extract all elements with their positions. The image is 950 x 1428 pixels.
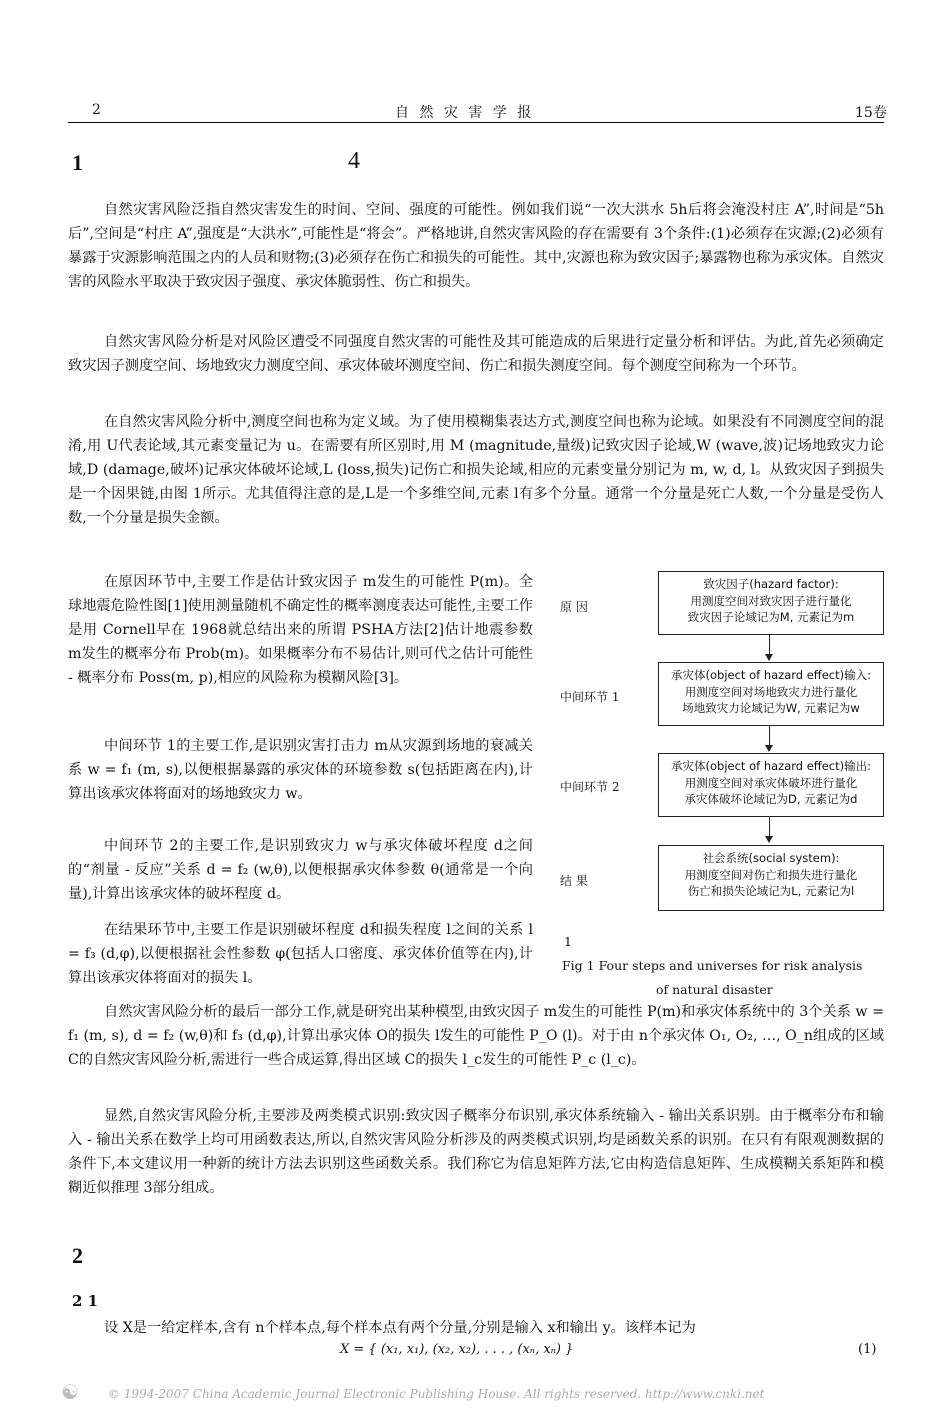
stage-label-mid1: 中间环节 1 (560, 690, 620, 704)
section1-heading: 4 (348, 148, 360, 174)
paragraph: 在自然灾害风险分析中,测度空间也称为定义域。为了使用模糊集表达方式,测度空间也称为论域。如果没有不同测度空间的混淆,用 U代表论域,其元素变量记为 u。在需要有所区别时,用 M (magnitude,量级)记致灾因子论域,W (wave,波)记场地致灾力论域,D (damage,破坏)记承灾体破坏论域,L (loss,损失)记伤亡和损失论域,相应的元素变量分别记为 m, w, d, l。从致灾因子到损失是一个因果链,由图 1所示。尤其值得注意的是,L是一个多维空间,元素 l有多个分量。通常一个分量是死亡人数,一个分量是受伤人数,一个分量是损失金额。 (68, 414, 884, 526)
flow-arrow (769, 725, 770, 751)
figure-number: 1 (564, 934, 572, 949)
paragraph: 自然灾害风险分析是对风险区遭受不同强度自然灾害的可能性及其可能造成的后果进行定量分析和评估。为此,首先必须确定致灾因子测度空间、场地致灾力测度空间、承灾体破坏测度空间、伤亡和损失测度空间。每个测度空间称为一个环节。 (68, 334, 884, 374)
flow-box-social: 社会系统(social system): 用测度空间对伤亡和损失进行量化 伤亡和损失论域记为L, 元素记为l (658, 845, 884, 911)
equation-number: (1) (858, 1342, 877, 1357)
cnki-logo-icon: ☯ (61, 1380, 79, 1404)
paragraph: 自然灾害风险泛指自然灾害发生的时间、空间、强度的可能性。例如我们说“一次大洪水 5h后将会淹没村庄 A”,时间是“5h后”,空间是“村庄 A”,强度是“大洪水”,可能性是“将会”。严格地讲,自然灾害风险的存在需要有 3个条件:(1)必须存在灾源;(2)必须有暴露于灾源影响范围之内的人员和财物;(3)必须存在伤亡和损失的可能性。其中,灾源也称为致灾因子;暴露物也称为承灾体。自然灾害的风险水平取决于致灾因子强度、承灾体脆弱性、伤亡和损失。 (68, 202, 884, 290)
paragraph: 中间环节 1的主要工作,是识别灾害打击力 m从灾源到场地的衰减关系 w = f₁ (m, s),以便根据暴露的承灾体的环境参数 s(包括距离在内),计算出该承灾体将面对的场地致灾力 w。 (68, 738, 533, 802)
page-number: 2 (92, 102, 101, 118)
section1-number: 1 (72, 150, 83, 175)
copyright-footer: © 1994-2007 China Academic Journal Electronic Publishing House. All rights reserved. http://www.cnki.net (108, 1387, 765, 1401)
figure-caption-line2: of natural disaster (656, 982, 773, 997)
volume-label: 15卷 (855, 105, 887, 121)
paragraph: 在结果环节中,主要工作是识别破坏程度 d和损失程度 l之间的关系 l = f₃ (d,φ),以便根据社会性参数 φ(包括人口密度、承灾体价值等在内),计算出该承灾体将面对的损失 l。 (68, 922, 533, 986)
figure-caption-line1: Fig 1 Four steps and universes for risk analysis (562, 958, 863, 973)
stage-label-result: 结 果 (560, 874, 588, 888)
paragraph: 在原因环节中,主要工作是估计致灾因子 m发生的可能性 P(m)。全球地震危险性图[1]使用测量随机不确定性的概率测度表达可能性,主要工作是用 Cornell早在 1968就总结出来的所谓 PSHA方法[2]估计地震参数 m发生的概率分布 Prob(m)。如果概率分布不易估计,则可代之估计可能性 - 概率分布 Poss(m, p),相应的风险称为模糊风险[3]。 (68, 574, 533, 686)
paragraph: 设 X是一给定样本,含有 n个样本点,每个样本点有两个分量,分别是输入 x和输出 y。该样本记为 (104, 1320, 696, 1336)
flow-arrow (769, 634, 770, 660)
section2-number: 2 (72, 1243, 83, 1268)
flow-box-hazard: 致灾因子(hazard factor): 用测度空间对致灾因子进行量化 致灾因子论域记为M, 元素记为m (658, 571, 884, 635)
equation: X = { (x₁, x₁), (x₂, x₂), . . . , (xₙ, xₙ) } (340, 1342, 574, 1357)
paragraph: 显然,自然灾害风险分析,主要涉及两类模式识别:致灾因子概率分布识别,承灾体系统输入 - 输出关系识别。由于概率分布和输入 - 输出关系在数学上均可用函数表达,所以,自然灾害风险分析涉及的两类模式识别,均是函数关系的识别。在只有有限观测数据的条件下,本文建议用一种新的统计方法去识别这些函数关系。我们称它为信息矩阵方法,它由构造信息矩阵、生成模糊关系矩阵和模糊近似推理 3部分组成。 (68, 1108, 884, 1196)
flow-arrow (769, 816, 770, 842)
stage-label-cause: 原 因 (560, 600, 588, 614)
header-rule (68, 122, 884, 123)
stage-label-mid2: 中间环节 2 (560, 780, 620, 794)
flow-box-output: 承灾体(object of hazard effect)输出: 用测度空间对承灾体破坏进行量化 承灾体破坏论域记为D, 元素记为d (658, 753, 884, 817)
flow-box-input: 承灾体(object of hazard effect)输入: 用测度空间对场地致灾力进行量化 场地致灾力论域记为W, 元素记为w (658, 662, 884, 726)
journal-title: 自 然 灾 害 学 报 (395, 105, 535, 121)
paragraph: 中间环节 2的主要工作,是识别致灾力 w与承灾体破坏程度 d之间的“剂量 - 反应”关系 d = f₂ (w,θ),以便根据承灾体参数 θ(通常是一个向量),计算出该承灾体的破坏程度 d。 (68, 838, 533, 902)
paragraph: 自然灾害风险分析的最后一部分工作,就是研究出某种模型,由致灾因子 m发生的可能性 P(m)和承灾体系统中的 3个关系 w = f₁ (m, s), d = f₂ (w,θ)和 f₃ (d,φ),计算出承灾体 O的损失 l发生的可能性 P_O (l)。对于由 n个承灾体 O₁, O₂, …, O_n组成的区域 C的自然灾害风险分析,需进行一些合成运算,得出区域 C的损失 l_c发生的可能性 P_c (l_c)。 (68, 1004, 884, 1068)
subsection-number: 2 1 (72, 1292, 99, 1310)
